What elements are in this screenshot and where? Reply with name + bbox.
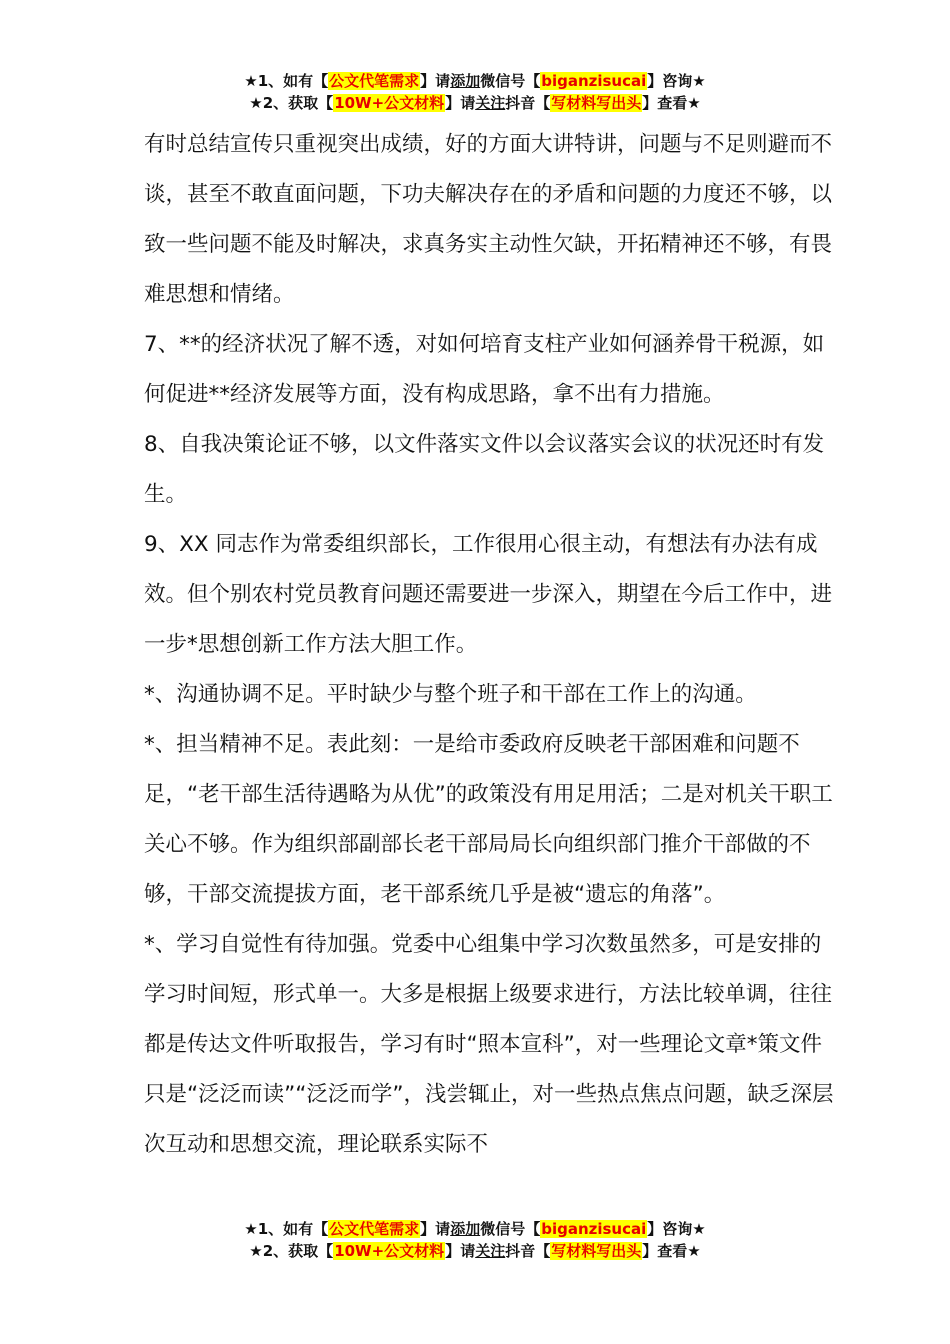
banner-highlight: biganzisucai (541, 1220, 647, 1238)
banner-emphasis: 关注 (475, 94, 506, 112)
banner-text: 微信号【 (480, 1220, 541, 1238)
banner-emphasis: 添加 (450, 72, 481, 90)
paragraph: 有时总结宣传只重视突出成绩，好的方面大讲特讲，问题与不足则避而不谈，甚至不敢直面问题，下功夫解决存在的矛盾和问题的力度还不够，以致一些问题不能及时解决，求真务实主动性欠缺，开拓精神还不够，有畏难思想和情绪。 (144, 132, 833, 307)
paragraph: 7、**的经济状况了解不透，对如何培育支柱产业如何涵养骨干税源，如何促进**经济发展等方面，没有构成思路，拿不出有力措施。 (144, 332, 825, 407)
footer-banner (0, 1218, 950, 1262)
banner-text: ★1、如有【 (244, 1220, 329, 1238)
banner-text: 】查看★ (642, 1242, 701, 1260)
banner-highlight: biganzisucai (541, 72, 647, 90)
banner-emphasis: 关注 (475, 1242, 506, 1260)
document-body (144, 120, 834, 1170)
banner-text: 】请 (420, 1220, 451, 1238)
banner-highlight: 公文代笔需求 (329, 72, 420, 90)
banner-text: ★1、如有【 (244, 72, 329, 90)
banner-highlight: 写材料写出头 (551, 94, 642, 112)
banner-emphasis: 添加 (450, 1220, 481, 1238)
banner-text: 】请 (445, 94, 476, 112)
banner-highlight: 公文代笔需求 (329, 1220, 420, 1238)
banner-highlight: 10W+公文材料 (334, 1242, 445, 1260)
paragraph: 8、自我决策论证不够，以文件落实文件以会议落实会议的状况还时有发生。 (144, 432, 825, 507)
banner-text: 微信号【 (480, 72, 541, 90)
banner-text: 抖音【 (505, 94, 551, 112)
banner-text: 】请 (420, 72, 451, 90)
banner-line-1 (0, 70, 950, 92)
banner-highlight: 写材料写出头 (551, 1242, 642, 1260)
banner-text: 】咨询★ (647, 1220, 706, 1238)
banner-text: ★2、获取【 (249, 1242, 334, 1260)
paragraph: 9、XX 同志作为常委组织部长，工作很用心很主动，有想法有办法有成效。但个别农村党员教育问题还需要进一步深入，期望在今后工作中，进一步*思想创新工作方法大胆工作。 (144, 532, 833, 657)
paragraph: *、沟通协调不足。平时缺少与整个班子和干部在工作上的沟通。 (144, 682, 757, 707)
banner-text: 】查看★ (642, 94, 701, 112)
banner-line-2 (0, 92, 950, 114)
banner-line-1 (0, 1218, 950, 1240)
paragraph: *、学习自觉性有待加强。党委中心组集中学习次数虽然多，可是安排的学习时间短，形式单一。大多是根据上级要求进行，方法比较单调，往往都是传达文件听取报告，学习有时“照本宣科”，对一些理论文章*策文件只是“泛泛而读”“泛泛而学”，浅尝辄止，对一些热点焦点问题，缺乏深层次互动和思想交流，理论联系实际不 (144, 932, 834, 1157)
banner-text: ★2、获取【 (249, 94, 334, 112)
banner-highlight: 10W+公文材料 (334, 94, 445, 112)
banner-line-2 (0, 1240, 950, 1262)
banner-text: 】请 (445, 1242, 476, 1260)
banner-text: 】咨询★ (647, 72, 706, 90)
banner-text: 抖音【 (505, 1242, 551, 1260)
paragraph: *、担当精神不足。表此刻：一是给市委政府反映老干部困难和问题不足，“老干部生活待遇略为从优”的政策没有用足用活；二是对机关干职工关心不够。作为组织部副部长老干部局局长向组织部门推介干部做的不够，干部交流提拔方面，老干部系统几乎是被“遗忘的角落”。 (144, 732, 833, 907)
header-banner (0, 70, 950, 114)
